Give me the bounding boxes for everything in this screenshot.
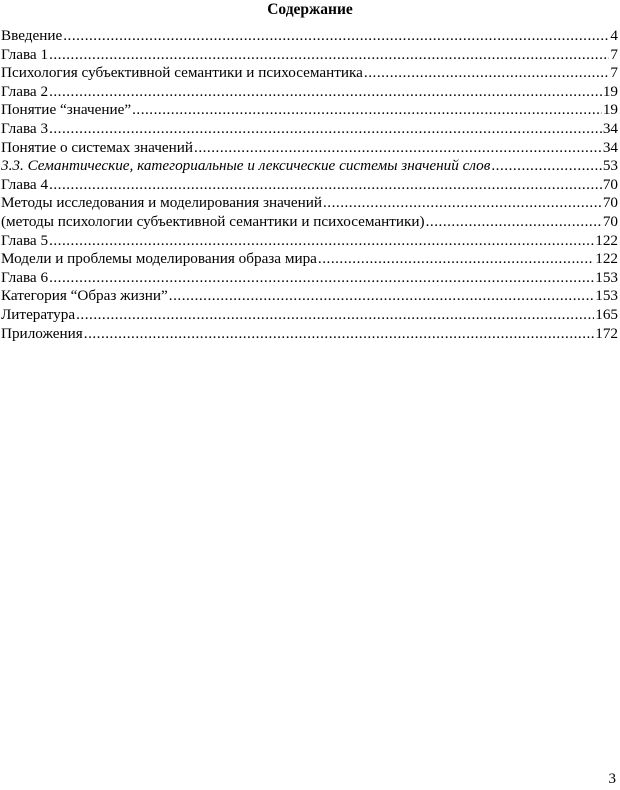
toc-entry[interactable] xyxy=(1,194,618,213)
toc-entry-label: (методы психологии субъективной семантики и психосемантики) xyxy=(1,212,425,230)
toc-entry[interactable] xyxy=(1,325,618,344)
toc-entry-label: Категория “Образ жизни” xyxy=(1,287,168,305)
toc-entry-label: Глава 6 xyxy=(1,268,49,286)
toc-entry[interactable] xyxy=(1,287,618,306)
toc-leader-dots xyxy=(49,176,602,195)
toc-entry-page: 4 xyxy=(610,27,618,44)
toc-entry[interactable] xyxy=(1,139,618,158)
toc-leader-dots xyxy=(49,83,602,102)
toc-leader-dots xyxy=(194,139,602,158)
toc-entry[interactable] xyxy=(1,213,618,232)
toc-entry-label: Глава 3 xyxy=(1,119,49,137)
toc-leader-dots xyxy=(63,27,609,46)
toc-entry-page: 34 xyxy=(602,138,618,156)
toc-entry-page: 70 xyxy=(602,212,618,230)
toc-leader-dots xyxy=(491,157,601,176)
toc-leader-dots xyxy=(169,287,594,306)
toc-entry-page: 19 xyxy=(602,82,618,100)
toc-entry[interactable] xyxy=(1,101,618,120)
toc-leader-dots xyxy=(323,194,602,213)
toc-entry-label: Понятие “значение” xyxy=(1,101,132,119)
toc-entry-page: 153 xyxy=(595,268,618,286)
toc-leader-dots xyxy=(426,213,602,232)
toc-entry-label: Глава 1 xyxy=(1,45,49,63)
toc-entry[interactable] xyxy=(1,232,618,251)
page-title: Содержание xyxy=(267,1,353,18)
toc-entry-label: Модели и проблемы моделирования образа мира xyxy=(1,250,317,268)
toc-entry-page: 70 xyxy=(602,194,618,212)
toc-entry-page: 70 xyxy=(602,175,618,193)
toc-leader-dots xyxy=(318,250,594,269)
toc-entry-page: 165 xyxy=(595,305,618,323)
toc-entry-label: Психология субъективной семантики и психосемантика xyxy=(1,64,363,82)
toc-entry-label: Глава 4 xyxy=(1,175,49,193)
toc-entry-page: 53 xyxy=(602,157,618,175)
toc-entry[interactable] xyxy=(1,83,618,102)
toc-entry[interactable] xyxy=(1,306,618,325)
toc-entry[interactable] xyxy=(1,27,618,46)
toc-entry-page: 7 xyxy=(610,45,618,63)
toc-entry-page: 153 xyxy=(595,287,618,305)
toc-entry[interactable] xyxy=(1,176,618,195)
toc-entry[interactable] xyxy=(1,46,618,65)
toc-entry[interactable] xyxy=(1,120,618,139)
toc-entry-page: 122 xyxy=(595,250,618,268)
toc-entry-label: Методы исследования и моделирования значений xyxy=(1,194,322,212)
toc-entry-page: 122 xyxy=(595,231,618,249)
toc-leader-dots xyxy=(49,120,602,139)
toc-entry[interactable] xyxy=(1,250,618,269)
toc-entry-label: Литература xyxy=(1,305,76,323)
toc-entry-label: Понятие о системах значений xyxy=(1,138,194,156)
toc-entry-label: 3.3. Семантические, категориальные и лексические системы значений слов xyxy=(1,157,491,175)
toc-leader-dots xyxy=(76,306,594,325)
toc-entry-page: 7 xyxy=(610,64,618,82)
toc-entry-label: Приложения xyxy=(1,324,83,342)
toc-entry-label: Введение xyxy=(1,27,63,44)
toc-leader-dots xyxy=(364,64,609,83)
table-of-contents xyxy=(1,27,618,343)
toc-leader-dots xyxy=(49,232,594,251)
toc-entry-page: 172 xyxy=(595,324,618,342)
toc-leader-dots xyxy=(49,46,609,65)
toc-leader-dots xyxy=(49,269,594,288)
page-number: 3 xyxy=(608,771,616,787)
toc-entry-page: 34 xyxy=(602,119,618,137)
toc-entry-page: 19 xyxy=(602,101,618,119)
toc-leader-dots xyxy=(132,101,602,120)
toc-entry[interactable] xyxy=(1,64,618,83)
toc-leader-dots xyxy=(84,325,594,344)
toc-entry[interactable] xyxy=(1,269,618,288)
toc-entry-label: Глава 5 xyxy=(1,231,49,249)
toc-entry[interactable] xyxy=(1,157,618,176)
toc-entry-label: Глава 2 xyxy=(1,82,49,100)
